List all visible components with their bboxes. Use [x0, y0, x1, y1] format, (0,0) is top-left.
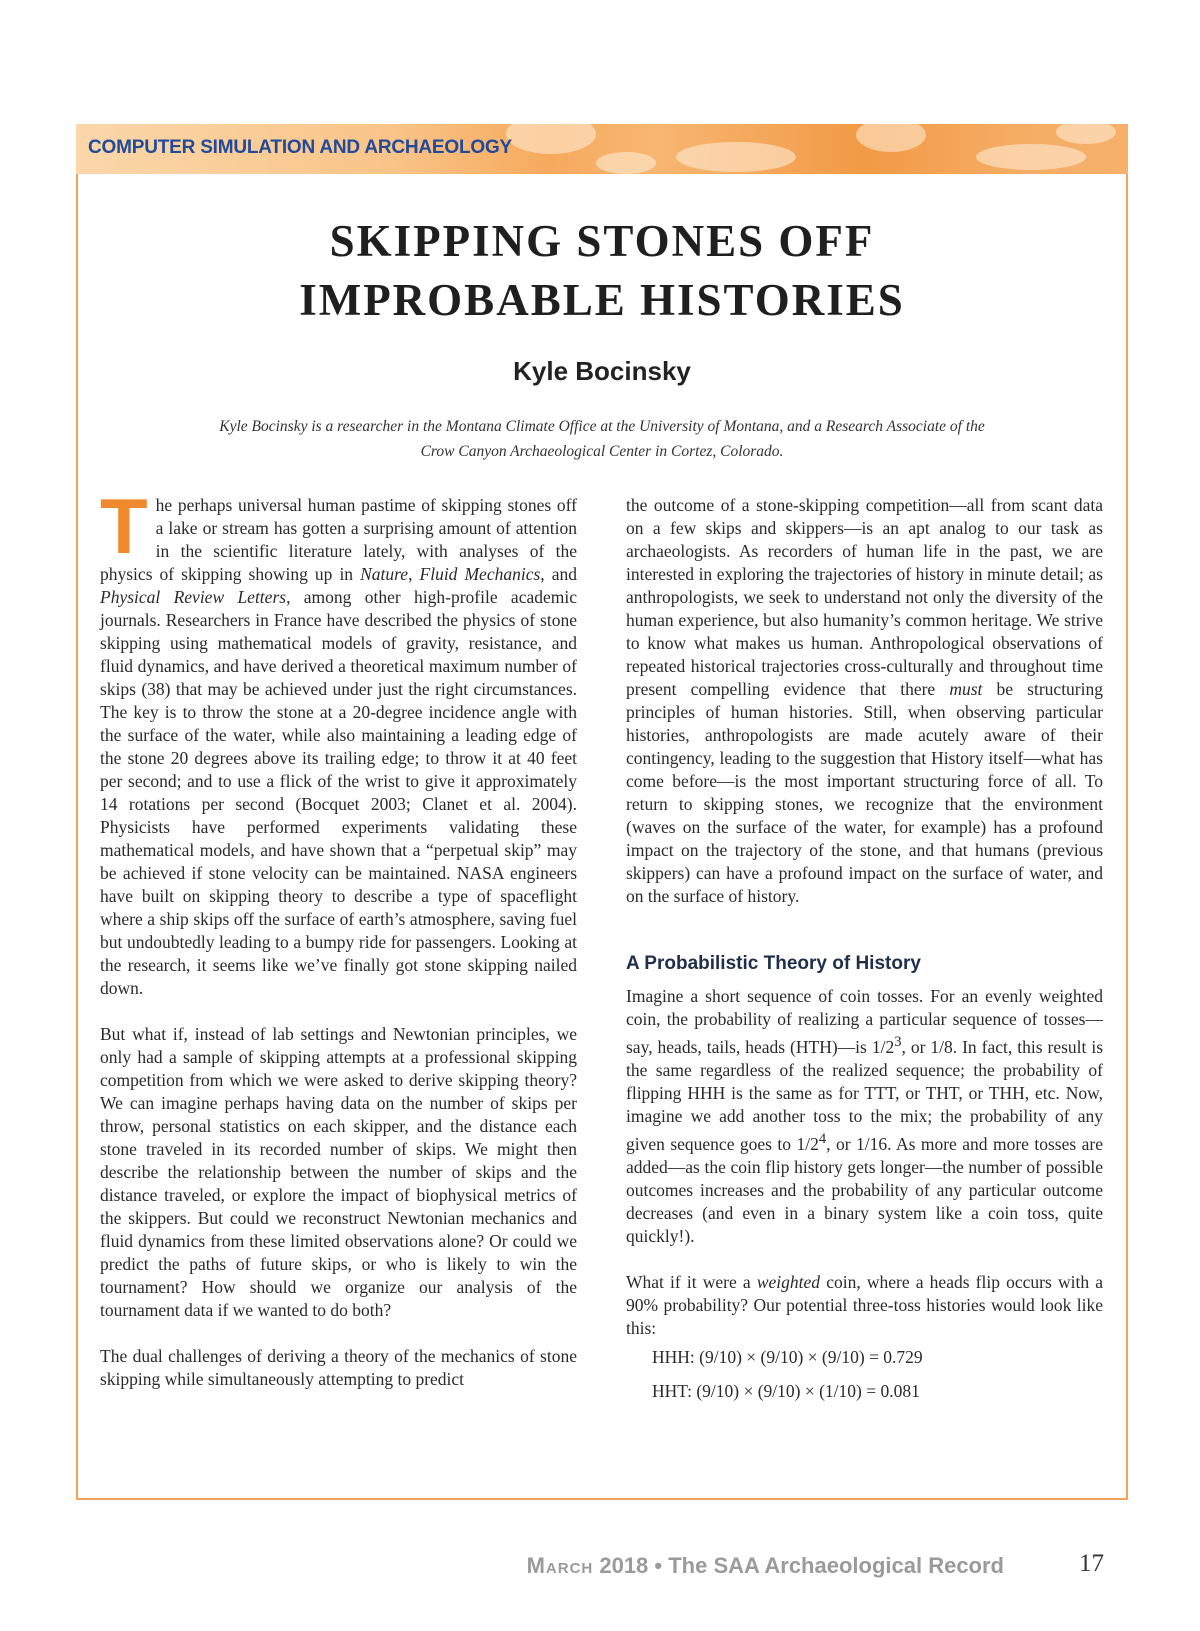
- drop-cap: T: [100, 482, 148, 570]
- journal-name: Physical Review Letters: [100, 587, 287, 607]
- text-run: coin, where a heads flip occurs with a 90% probability? Our potential three-toss histories would look like this:: [626, 1271, 1103, 1338]
- title-line-1: SKIPPING STONES OFF: [329, 216, 875, 266]
- equation-hht: HHT: (9/10) × (9/10) × (1/10) = 0.081: [652, 1380, 920, 1401]
- paragraph: But what if, instead of lab settings and Newtonian principles, we only had a sample of skipping attempts at a professional skipping competition from which we were asked to derive skipping theory? We can imagine perhaps having data on the number of skips per throw, personal statistics on each skipper, and the distance each stone traveled in its recorded number of skips. We might then describe the relationship between the number of skips and the distance traveled, or explore the impact of biophysical metrics of the skippers. But could we reconstruct Newtonian mechanics and fluid dynamics from these limited observations alone? Or could we predict the paths of future skips, or who is likely to win the tournament? How should we organize our analysis of the tournament data if we wanted to do both?: [100, 1024, 577, 1320]
- right-column: [626, 494, 1103, 1408]
- left-column: [100, 482, 577, 1391]
- section-banner: [76, 124, 1128, 174]
- text-run: , among other high-profile academic journals. Researchers in France have described the physics of stone skipping using mathematical models of gravity, resistance, and fluid dynamics, and have derived a theoretical maximum number of skips (38) that may be achieved under just the right circumstances. The key is to throw the stone at a 20-degree incidence angle with the surface of the water, while also maintaining a leading edge of the stone 20 degrees above its trailing edge; to throw it at 40 feet per second; and to use a flick of the wrist to give it approximately 14 rotations per second (Bocquet 2003; Clanet et al. 2004). Physicists have performed experiments validating these mathematical models, and have shown that a “perpetual skip” may be achieved if stone velocity can be maintained. NASA engineers have built on skipping theory to describe a type of spaceflight where a ship skips off the surface of earth’s atmosphere, saving fuel but undoubtedly leading to a bumpy ride for passengers. Looking at the research, it seems like we’ve finally got stone skipping nailed down.: [100, 587, 577, 998]
- text-run: be structuring principles of human histories. Still, when observing particular histories, anthropologists are made acutely aware of their contingency, leading to the suggestion that History itself—what has come before—is the most important structuring force of all. To return to skipping stones, we recognize that the environment (waves on the surface of the water, for example) has a profound impact on the trajectory of the stone, and that humans (previous skippers) can have a profound impact on the surface of water, and on the surface of history.: [626, 679, 1103, 906]
- text-run: , or 1/8. In fact, this result is the same regardless of the realized sequence; the probability of flipping HHH is the same as for TTT, or THT, or THH, etc. Now, imagine we add another toss to the mix; the probability of any given sequence goes to 1/2: [626, 1036, 1104, 1154]
- bio-line-1: Kyle Bocinsky is a researcher in the Montana Climate Office at the University of Montana, and a Research Associate of the: [219, 418, 985, 435]
- author-bio: [180, 414, 1024, 464]
- paragraph: [626, 985, 1103, 1248]
- section-label: COMPUTER SIMULATION AND ARCHAEOLOGY: [88, 137, 513, 158]
- paragraph: [626, 494, 1103, 908]
- text-run: the outcome of a stone-skipping competition—all from scant data on a few skips and skippers—is an apt analog to our task as archaeologists. As recorders of human life in the past, we are interested in exploring the trajectories of history in minute detail; as anthropologists, we seek to understand not only the diversity of the human experience, but also humanity’s common heritage. We strive to know what makes us human. Anthropological observations of repeated historical trajectories cross-culturally and throughout time present compelling evidence that there: [626, 495, 1103, 699]
- journal-name: Fluid Mechanics: [419, 564, 541, 584]
- emphasis: weighted: [756, 1271, 821, 1292]
- paragraph: [626, 1271, 1103, 1340]
- text-run: What if it were a: [626, 1271, 757, 1292]
- running-footer: [527, 1553, 1004, 1579]
- exponent: 4: [818, 1130, 827, 1147]
- author-name: Kyle Bocinsky: [513, 356, 691, 386]
- text-run: , and: [540, 564, 577, 584]
- paragraph: [100, 482, 577, 1000]
- bio-line-2: Crow Canyon Archaeological Center in Cortez, Colorado.: [420, 443, 784, 460]
- journal-name: Nature: [360, 564, 409, 584]
- text-run: Imagine a short sequence of coin tosses. For an evenly weighted coin, the probability of realizing a particular sequence of tosses—say, heads, tails, heads (HTH)—is 1/2: [626, 986, 1103, 1057]
- equation-hhh: HHH: (9/10) × (9/10) × (9/10) = 0.729: [652, 1346, 923, 1367]
- emphasis: must: [949, 679, 983, 699]
- text-run: ,: [408, 564, 420, 584]
- paragraph: The dual challenges of deriving a theory of the mechanics of stone skipping while simultaneously attempting to predict: [100, 1346, 577, 1389]
- text-run: , or 1/16. As more and more tosses are added—as the coin flip history gets longer—the number of possible outcomes increases and the probability of any particular outcome decreases (and even in a binary system like a coin toss, quite quickly!).: [626, 1133, 1104, 1246]
- footer-journal: 2018 • The SAA Archaeological Record: [593, 1553, 1004, 1578]
- exponent: 3: [894, 1034, 902, 1050]
- title-line-2: IMPROBABLE HISTORIES: [299, 275, 905, 325]
- footer-month: March: [526, 1553, 594, 1578]
- section-heading: A Probabilistic Theory of History: [626, 953, 921, 974]
- page-number: 17: [1079, 1550, 1104, 1577]
- text-run: he perhaps universal human pastime of skipping stones off a lake or stream has gotten a surprising amount of attention in the scientific literature lately, with analyses of the physics of skipping showing up in: [100, 495, 577, 584]
- article-title: [76, 212, 1128, 330]
